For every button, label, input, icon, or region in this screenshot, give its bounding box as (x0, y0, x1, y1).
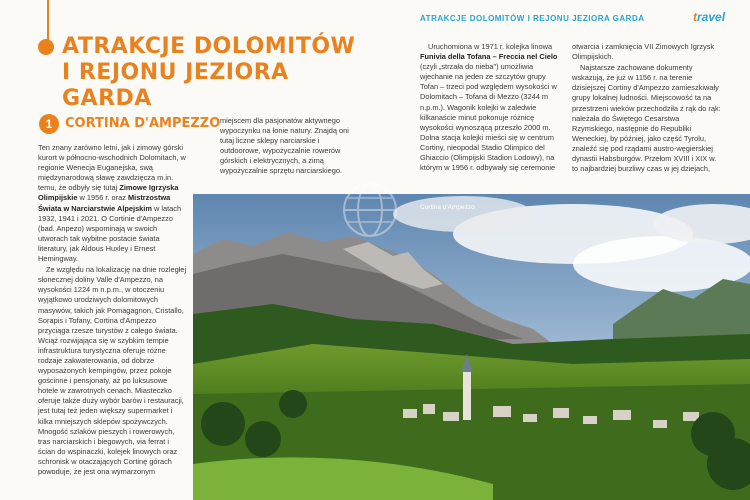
text-column-1 (38, 143, 188, 478)
globe-watermark-icon (340, 180, 400, 240)
page-title-line2: I REJONU JEZIORA GARDA (62, 60, 289, 111)
bold-text: Zimowe Igrzyska Olimpijskie (38, 183, 179, 203)
paragraph: Uruchomiona w 1971 r. kolejka linowa Funivia della Tofana – Freccia nel Cielo (czyli „strzała do nieba") umożliwia wjechanie na jeden ze szczytów grupy Tofan – trzeci pod względem wysokości w Dolomitach – Tofana di Mezzo (3244 m n.p.m.). Wagonik kolejki w zaledwie kilkanaście minut pokonuje różnicę wysokości wynoszącą przeszło 2000 m. Dolna stacja kolejki mieści się w centrum Cortiny, nieopodal Stadio Olimpico del Ghiaccio (Olimpijski Stadion Lodowy), na którym w 1956 r. odbywały się ceremonie (420, 42, 558, 173)
paragraph: Ze względu na lokalizację na dnie rozległej słonecznej doliny Valle d'Ampezzo, na wysokości 1224 m n.p.m., w otoczeniu wyjątkowo urodziwych dolomitowych masywów, takich jak Pomagagnon, Cristallo, Sorapis i Tofany, Cortina d'Ampezzo przyciąga rzesze turystów z całego świata. Wciąż rozwijająca się w szybkim tempie infrastruktura turystyczna oferuje różne rodzaje zakwaterowania, od dobrze wyposażonych kempingów, przez pokoje gościnne i pensjonaty, aż po luksusowe hotele w zawrotnych cenach. Miasteczko oferuje także duży wybór barów i restauracji, jest tutaj też jeden większy supermarket i kilka mniejszych sklepów spożywczych. Mnogość szlaków pieszych i rowerowych, tras narciarskich i biegowych, via ferrat i ścian do wspinaczki, kolejek linowych oraz schronisk w otaczających Cortinę górach powoduje, że jest ona wymarzonym (38, 265, 187, 476)
page-title (62, 34, 362, 112)
landscape-illustration (193, 194, 750, 500)
paragraph: miejscem dla pasjonatów aktywnego wypoczynku na łonie natury. Znajdą oni tutaj liczne sklepy narciarskie i outdoorowe, wypożyczalnie rowerów górskich i elektrycznych, a zimą wypożyczalnie sprzętu narciarskiego. (220, 116, 349, 176)
cortina-landscape-photo (193, 194, 750, 500)
text-column-4 (572, 42, 722, 175)
logo-text: ravel (697, 10, 726, 24)
photo-caption: Cortina d'Ampezzo (420, 204, 475, 211)
text-column-3 (420, 42, 560, 174)
travel-logo (693, 10, 725, 24)
text-column-2 (220, 116, 350, 178)
section-title: CORTINA D'AMPEZZO (65, 116, 221, 131)
paragraph: Najstarsze zachowane dokumenty wskazują, że już w 1156 r. na terenie dzisiejszej Cortiny d'Ampezzo zamieszkiwały grupy lokalnej ludności. Miejscowość ta na przestrzeni wieków przechodziła z rąk do rąk: należała do Świętego Cesarstwa Rzymskiego, następnie do Republiki Weneckiej, by później, jako część Tyrolu, znaleźć się pod rządami austro-węgierskiej dynastii Habsburgów. Przełom XVIII i XIX w. to najbardziej burzliwy czas w jej dziejach, (572, 63, 721, 174)
bold-text: Funivia della Tofana – Freccia nel Cielo (420, 52, 558, 62)
paragraph: Ten znany zarówno letni, jak i zimowy górski kurort w północno-wschodnich Dolomitach, w regionie Wenecja Euganejska, swą międzynarodową sławę zawdzięcza m.in. temu, że odbyły się tutaj Zimowe Igrzyska Olimpijskie w 1956 r. oraz Mistrzostwa Świata w Narciarstwie Alpejskim w latach 1932, 1941 i 2021. O Cortinie d'Ampezzo (bad. Anpezo) wspominają w swoich utworach tak wybitne postacie świata literatury, jak Aldous Huxley i Ernest Hemingway. (38, 143, 186, 264)
section-number-badge: 1 (39, 114, 59, 134)
paragraph: otwarcia i zamknięcia VII Zimowych Igrzysk Olimpijskich. (572, 42, 715, 62)
church-tower (463, 370, 471, 420)
bold-text: Mistrzostwa Świata w Narciarstwie Alpejskim (38, 193, 171, 213)
running-header: ATRAKCJE DOLOMITÓW I REJONU JEZIORA GARDA (420, 14, 645, 23)
logo-letter-t: t (693, 10, 697, 24)
page-title-line1: ATRAKCJE DOLOMITÓW (62, 34, 356, 59)
title-accent-dot (38, 39, 54, 55)
